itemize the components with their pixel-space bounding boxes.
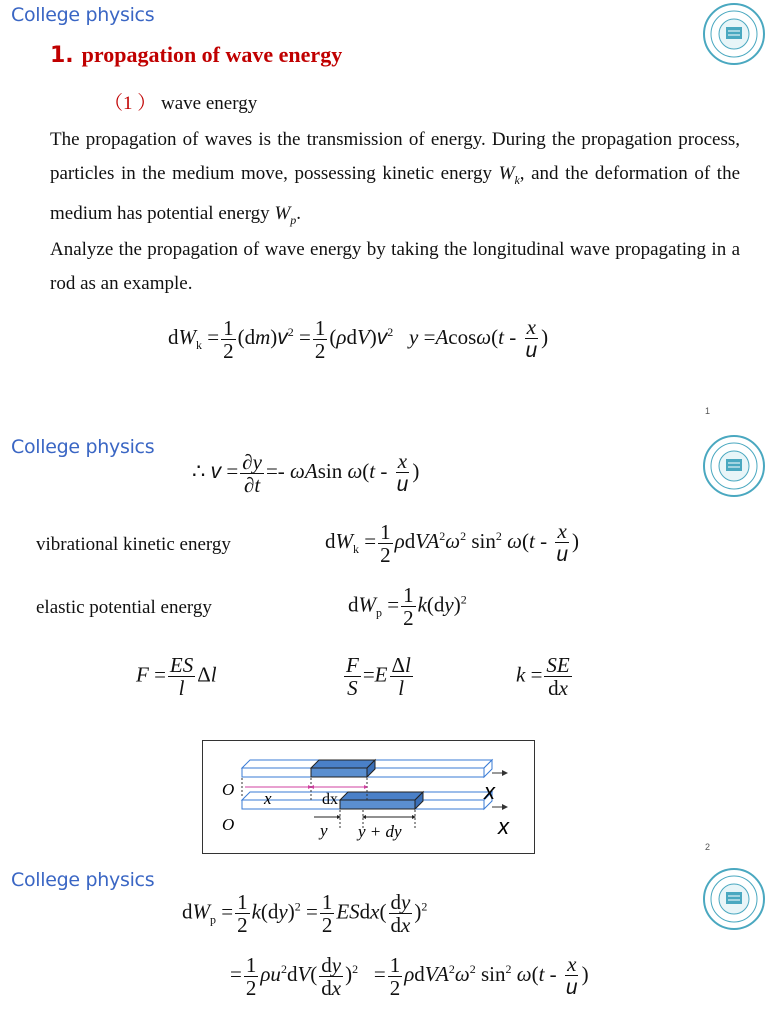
slide-3 xyxy=(0,865,768,1024)
page-number-1: 1 xyxy=(704,406,710,416)
section-title xyxy=(50,42,342,68)
equation-force: F = $\frac{ES}{l}$ Δl xyxy=(136,653,217,701)
university-seal-icon xyxy=(702,2,766,66)
rod-segment-top xyxy=(311,760,375,768)
paragraph-energy-transmission xyxy=(50,123,740,237)
equation-kinetic-energy-element: $dW_k$ = $\frac{1}{2}$ $(dm)v^2$ = $\frac{1}{2}$ $(\rho dV)v^2$ y =Acosω(t - $\frac{x}{u}$ ) xyxy=(168,315,549,363)
subsection-number: （1 ） xyxy=(104,93,157,114)
para1-text-c: . xyxy=(296,202,302,224)
rod-segment-bottom xyxy=(340,792,423,800)
wp-subscript: p xyxy=(290,212,297,227)
diagram-origin-top: O xyxy=(222,780,235,799)
wp-symbol: W xyxy=(274,202,291,224)
equation-stress: $\frac{F}{S}$ =E $\frac{\Delta l}{l}$ xyxy=(346,653,411,701)
equation-potential-energy: $dW_p$ = $\frac{1}{2}$ k(dy)$^2$ xyxy=(348,583,467,631)
diagram-origin-bottom: O xyxy=(222,815,235,834)
para1-text-b: , and the deformation of the medium has potential energy xyxy=(50,163,741,224)
section-title-text: propagation of wave energy xyxy=(81,42,343,67)
section-number: 1. xyxy=(50,43,74,68)
slide-2 xyxy=(0,432,768,859)
subsection-title xyxy=(104,88,257,115)
diagram-dx-label: dx xyxy=(322,791,338,808)
rod-deformation-diagram xyxy=(202,740,535,854)
brand-title: College physics xyxy=(11,4,155,26)
diagram-axis-x-top: x xyxy=(484,779,495,804)
page-number-2: 2 xyxy=(704,842,710,852)
label-potential-energy: elastic potential energy xyxy=(36,597,212,618)
diagram-x-label: x xyxy=(264,789,272,808)
wk-subscript: k xyxy=(514,172,520,187)
diagram-axis-x-bottom: x xyxy=(498,814,509,839)
equation-kinetic-energy: $dW_k$ = $\frac{1}{2}$ $\rho dVA^2\omega^2$ $\sin^2 \omega(t$ - $\frac{x}{u}$ ) xyxy=(325,519,579,567)
university-seal-icon xyxy=(702,434,766,498)
diagram-y-label: y xyxy=(320,821,328,840)
para1-text-a: The propagation of waves is the transmission of energy. During the propagation process, particles in the medium move, possessing kinetic energy xyxy=(50,129,740,184)
equation-stiffness: k = $\frac{SE}{dx}$ xyxy=(516,653,570,701)
equation-velocity: ∴ v = $\frac{\partial y}{\partial t}$ =- ωAsin ω(t - $\frac{x}{u}$ ) xyxy=(192,449,420,497)
subsection-title-text: wave energy xyxy=(161,93,258,114)
slide-1 xyxy=(0,0,768,425)
brand-title: College physics xyxy=(11,436,155,458)
brand-title: College physics xyxy=(11,869,155,891)
paragraph-rod-example: Analyze the propagation of wave energy by taking the longitudinal wave propagating in a rod as an example. xyxy=(50,239,740,294)
equation-potential-energy-final: = $\frac{1}{2}$ $\rho u^2dV$( $\frac{dy}{dx}$ )$^2$ = $\frac{1}{2}$ $\rho dVA^2\omega^2$ $\sin^2 \omega(t$ - $\frac{x}{u}$ ) xyxy=(230,952,589,1000)
label-kinetic-energy: vibrational kinetic energy xyxy=(36,534,231,555)
wk-symbol: W xyxy=(498,163,515,184)
university-seal-icon xyxy=(702,867,766,931)
diagram-ydy-label: y + dy xyxy=(358,822,402,841)
equation-potential-energy-expanded: $dW_p$ = $\frac{1}{2}$ k(dy)$^2$ = $\frac{1}{2}$ ESdx( $\frac{dy}{dx}$ )$^2$ xyxy=(182,890,428,938)
